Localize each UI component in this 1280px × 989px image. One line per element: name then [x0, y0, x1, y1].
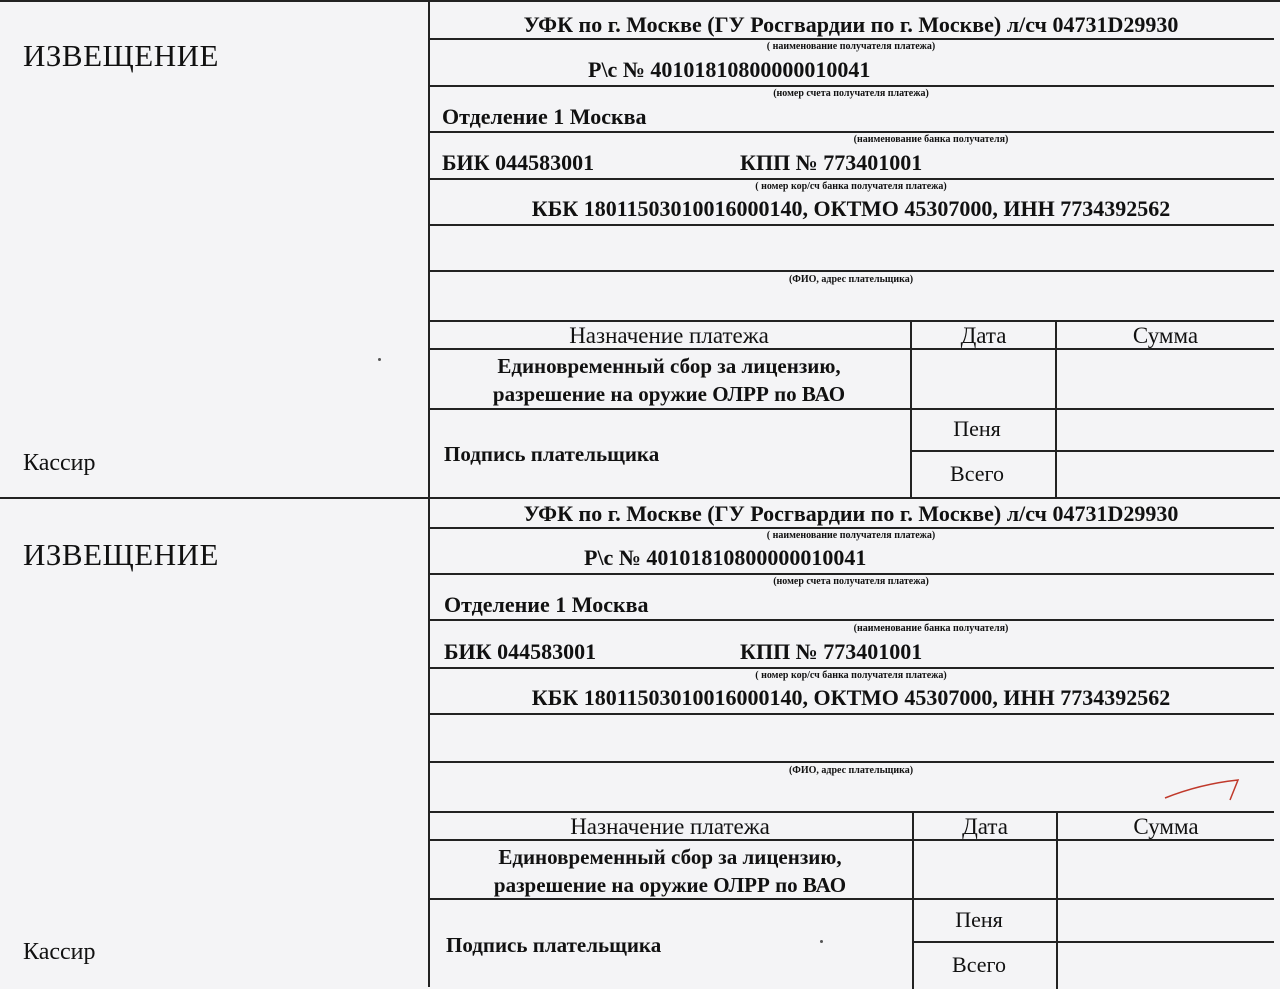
corr-account-hint: ( номер кор/сч банка получателя платежа)	[755, 181, 947, 192]
payment-table	[428, 320, 1274, 499]
payer-signature-label: Подпись плательщика	[446, 933, 662, 957]
account-number: Р\с № 40101810800000010041	[428, 57, 1274, 87]
payer-signature-label: Подпись плательщика	[444, 442, 660, 466]
recipient-hint: ( наименование получателя платежа)	[766, 41, 936, 52]
bank-name: Отделение 1 Москва	[428, 592, 1274, 621]
bank-hint: (наименование банка получателя)	[853, 134, 1009, 145]
coupon-left-column	[0, 0, 430, 497]
col-sum-header: Сумма	[1132, 323, 1199, 348]
pen-stroke	[1165, 780, 1238, 800]
coupon-kind-label: ИЗВЕЩЕНИЕ	[23, 537, 219, 572]
recipient-name: УФК по г. Москве (ГУ Росгвардии по г. Москве) л/сч 04731D29930	[428, 12, 1274, 40]
purpose-line: разрешение на оружие ОЛРР по ВАО	[492, 382, 846, 406]
payer-field	[428, 715, 1274, 763]
bik-kpp-row	[428, 639, 1274, 669]
paper-speck	[820, 940, 823, 943]
coupon-kind-label: ИЗВЕЩЕНИЕ	[23, 38, 219, 73]
paper-speck	[378, 358, 381, 361]
recipient-name: УФК по г. Москве (ГУ Росгвардии по г. Москве) л/сч 04731D29930	[428, 501, 1274, 529]
total-label: Всего	[950, 461, 1004, 486]
bank-name: Отделение 1 Москва	[428, 104, 1274, 133]
purpose-line: Единовременный сбор за лицензию,	[498, 845, 842, 869]
bank-hint: (наименование банка получателя)	[853, 623, 1009, 634]
col-sum-header: Сумма	[1133, 814, 1199, 839]
payer-hint: (ФИО, адрес плательщика)	[788, 274, 914, 285]
col-date-header: Дата	[960, 323, 1007, 348]
corr-account-hint: ( номер кор/сч банка получателя платежа)	[755, 670, 947, 681]
payment-purpose	[428, 843, 912, 899]
col-date-header: Дата	[962, 814, 1008, 839]
payment-coupon	[0, 497, 1280, 987]
account-hint: (номер счета получателя платежа)	[773, 576, 929, 587]
bik-value: БИК 044583001	[442, 150, 595, 175]
account-number: Р\с № 40101810800000010041	[428, 545, 1274, 575]
col-purpose-header: Назначение платежа	[569, 323, 769, 348]
table-rule	[910, 450, 1274, 452]
cashier-label: Кассир	[23, 450, 96, 476]
payer-hint: (ФИО, адрес плательщика)	[788, 765, 914, 776]
penalty-label: Пеня	[955, 907, 1003, 932]
bik-value: БИК 044583001	[444, 639, 597, 664]
col-purpose-header: Назначение платежа	[570, 814, 770, 839]
recipient-hint: ( наименование получателя платежа)	[766, 530, 936, 541]
total-label: Всего	[952, 952, 1006, 977]
table-rule	[912, 941, 1274, 943]
pen-mark	[1160, 770, 1250, 810]
kpp-value: КПП № 773401001	[740, 639, 923, 664]
table-rule	[428, 408, 1274, 410]
penalty-label: Пеня	[953, 416, 1001, 441]
payment-table	[428, 811, 1274, 989]
bik-kpp-row	[428, 150, 1274, 180]
cashier-label: Кассир	[23, 939, 96, 965]
budget-codes: КБК 18011503010016000140, ОКТМО 45307000, ИНН 7734392562	[428, 196, 1274, 226]
coupon-details	[428, 0, 1274, 497]
purpose-line: разрешение на оружие ОЛРР по ВАО	[493, 873, 847, 897]
purpose-line: Единовременный сбор за лицензию,	[497, 354, 841, 378]
payer-field	[428, 226, 1274, 272]
payment-purpose	[428, 352, 910, 408]
coupon-left-column	[0, 499, 430, 987]
kpp-value: КПП № 773401001	[740, 150, 923, 175]
coupon-details	[428, 499, 1274, 987]
account-hint: (номер счета получателя платежа)	[773, 88, 929, 99]
budget-codes: КБК 18011503010016000140, ОКТМО 45307000, ИНН 7734392562	[428, 685, 1274, 715]
